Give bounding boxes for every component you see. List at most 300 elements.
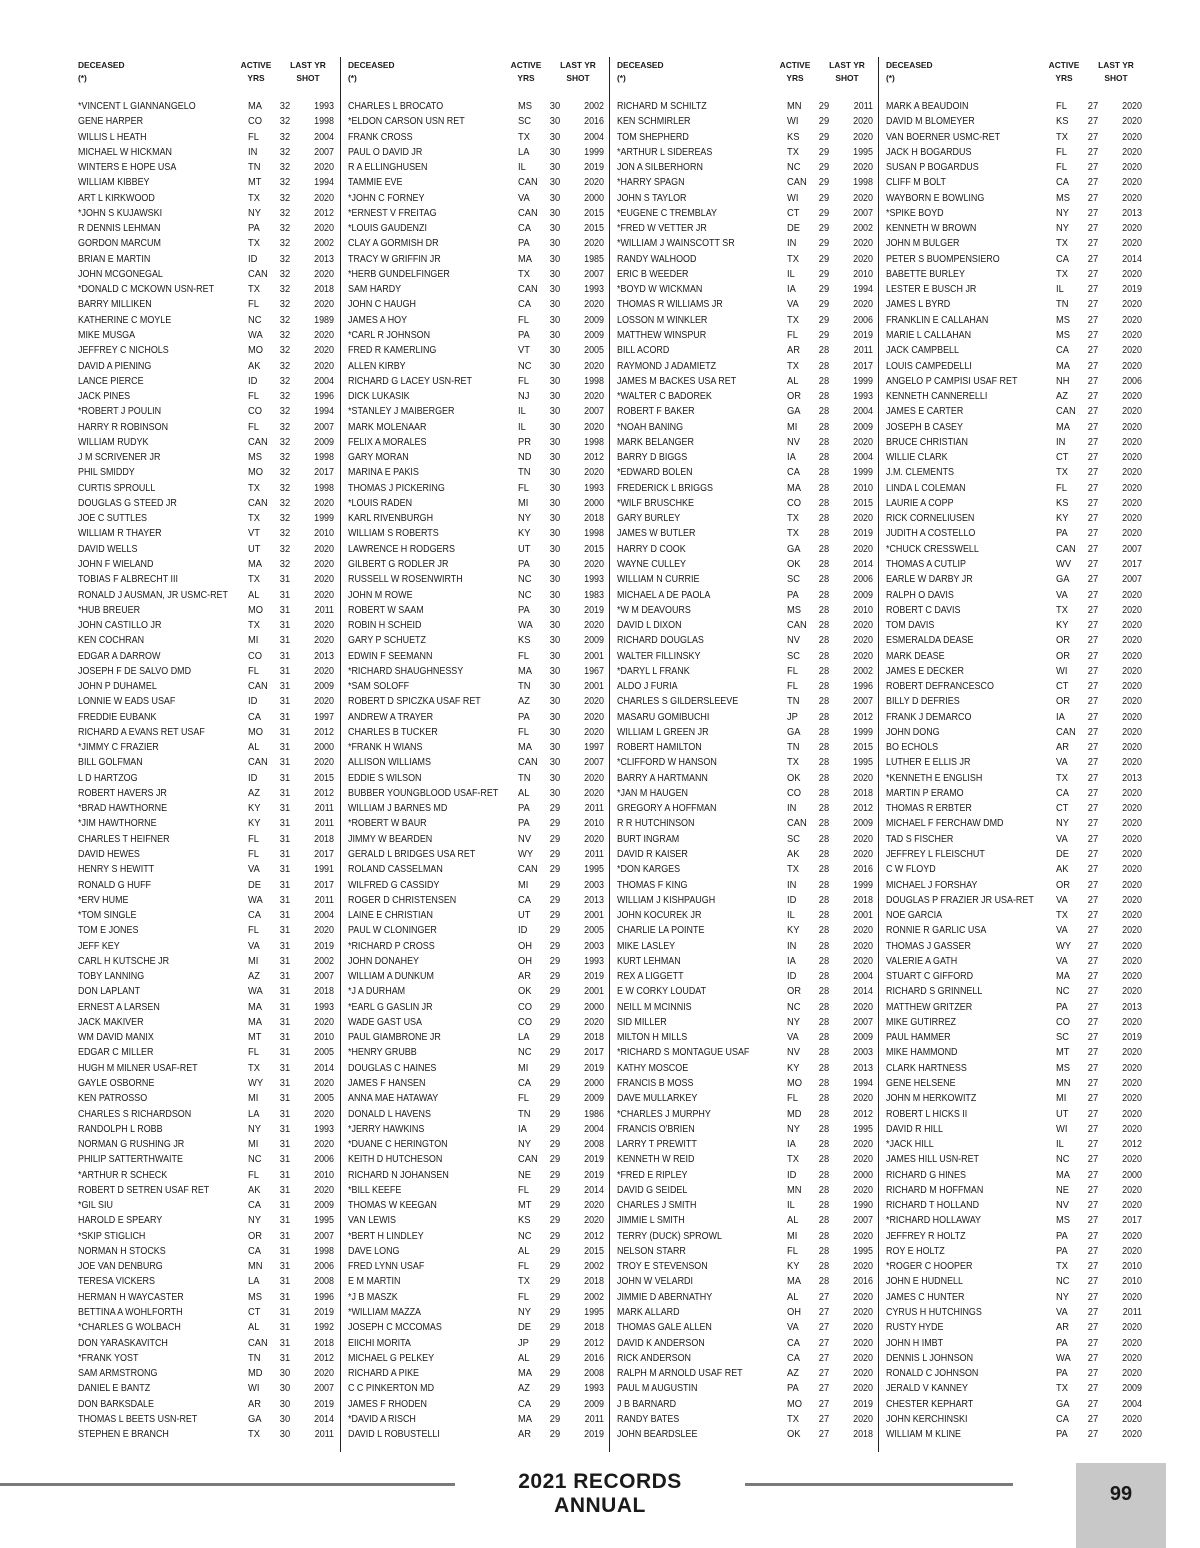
shooter-name: LANCE PIERCE [78,375,144,387]
record-row [886,1244,1148,1259]
shooter-name: JUDITH A COSTELLO [886,528,976,540]
last-year-shot: 2020 [314,543,334,555]
record-row [348,1183,610,1198]
shooter-name: *J B MASZK [348,1291,398,1303]
last-year-shot: 1993 [584,284,604,296]
record-row [886,328,1148,343]
active-years: 27 [1087,757,1099,769]
active-years: 30 [549,772,561,784]
record-row [617,496,879,511]
last-year-shot: 2020 [853,1337,873,1349]
record-row [617,1320,879,1335]
shooter-state: MA [518,742,533,754]
shooter-name: DANIEL E BANTZ [78,1383,151,1395]
record-row [78,99,340,114]
shooter-name: *DUANE C HERINGTON [348,1139,448,1151]
record-row [617,328,879,343]
shooter-state: MT [518,1200,532,1212]
last-year-shot: 2020 [1122,1245,1142,1257]
active-years: 27 [1087,1429,1099,1441]
shooter-name: DAVID HEWES [78,849,140,861]
last-year-shot: 1997 [314,711,334,723]
record-row [78,1137,340,1152]
shooter-name: JERALD V KANNEY [886,1383,968,1395]
record-row [78,1366,340,1381]
shooter-name: JEFFREY C NICHOLS [78,345,169,357]
active-years: 29 [549,1215,561,1227]
shooter-name: FRANK J DEMARCO [886,711,972,723]
record-row [78,542,340,557]
active-years: 28 [818,574,830,586]
record-row [886,1290,1148,1305]
active-years: 30 [549,757,561,769]
shooter-name: TAMMIE EVE [348,177,403,189]
active-years: 29 [549,1383,561,1395]
shooter-state: FL [518,726,529,738]
record-row [78,725,340,740]
last-year-shot: 2014 [1122,253,1142,265]
record-row [348,740,610,755]
shooter-name: THOMAS J PICKERING [348,482,445,494]
record-row [348,450,610,465]
active-years: 27 [1087,589,1099,601]
record-row [78,908,340,923]
shooter-state: CAN [518,1154,538,1166]
shooter-name: ALLISON WILLIAMS [348,757,431,769]
record-row [886,1320,1148,1335]
shooter-name: THOMAS W KEEGAN [348,1200,437,1212]
record-row [78,1397,340,1412]
shooter-state: CAN [518,177,538,189]
record-row [886,984,1148,999]
last-year-shot: 2020 [1122,864,1142,876]
active-years: 27 [1087,742,1099,754]
record-row [617,1061,879,1076]
record-row [886,588,1148,603]
column-4 [886,57,1148,1442]
shooter-state: TX [787,528,799,540]
active-years: 29 [549,1306,561,1318]
shooter-name: DON BARKSDALE [78,1398,154,1410]
shooter-name: ROBERT L HICKS II [886,1108,968,1120]
last-year-shot: 2017 [1122,1215,1142,1227]
shooter-state: TX [248,1429,260,1441]
active-years: 27 [1087,696,1099,708]
record-row [617,191,879,206]
shooter-state: NC [518,589,532,601]
record-row [78,145,340,160]
shooter-state: IL [518,406,526,418]
record-row [886,191,1148,206]
shooter-name: CARL H KUTSCHE JR [78,955,170,967]
last-year-shot: 1995 [853,757,873,769]
record-row [78,343,340,358]
last-year-shot: 1998 [584,436,604,448]
shooter-state: KS [518,1215,531,1227]
last-year-shot: 2015 [584,223,604,235]
active-years: 28 [818,711,830,723]
shooter-state: VA [518,192,530,204]
active-years: 28 [818,1184,830,1196]
shooter-name: RANDY WALHOOD [617,253,697,265]
record-row [886,1213,1148,1228]
shooter-name: MARTIN P ERAMO [886,787,964,799]
shooter-state: CA [518,1398,531,1410]
active-years: 30 [549,253,561,265]
last-year-shot: 2009 [584,1093,604,1105]
shooter-state: NC [248,1154,262,1166]
active-years: 28 [818,1001,830,1013]
record-row [78,374,340,389]
shooter-name: DAVID R HILL [886,1123,943,1135]
active-years: 31 [279,879,291,891]
record-row [617,114,879,129]
last-year-shot: 2008 [314,1276,334,1288]
last-year-shot: 2020 [1122,894,1142,906]
active-years: 27 [1087,329,1099,341]
active-years: 32 [279,513,291,525]
shooter-name: JAMES F RHODEN [348,1398,427,1410]
last-year-shot: 2016 [853,1276,873,1288]
shooter-name: JIMMIE D ABERNATHY [617,1291,713,1303]
record-row [78,771,340,786]
active-years: 28 [818,345,830,357]
shooter-state: OK [518,986,532,998]
last-year-shot: 2004 [314,375,334,387]
shooter-name: KENNETH W REID [617,1154,695,1166]
column-1 [78,57,340,1442]
record-row [348,252,610,267]
record-row [78,588,340,603]
last-year-shot: 2020 [1122,436,1142,448]
last-year-shot: 2020 [584,726,604,738]
shooter-name: *BERT H LINDLEY [348,1230,424,1242]
last-year-shot: 2011 [584,849,604,861]
active-years: 29 [549,955,561,967]
last-year-shot: 1994 [314,406,334,418]
active-years: 31 [279,1215,291,1227]
shooter-name: KEN SCHMIRLER [617,116,691,128]
header-deceased-mark: (*) [348,73,357,83]
shooter-name: RONNIE R GARLIC USA [886,925,987,937]
last-year-shot: 2013 [853,1062,873,1074]
shooter-state: MA [248,101,263,112]
active-years: 30 [549,543,561,555]
active-years: 30 [549,207,561,219]
active-years: 27 [1087,650,1099,662]
record-row [617,618,879,633]
last-year-shot: 2020 [314,574,334,586]
record-list [78,99,340,1442]
shooter-name: JAMES E DECKER [886,665,964,677]
shooter-name: *BOYD W WICKMAN [617,284,703,296]
record-row [886,267,1148,282]
record-row [886,832,1148,847]
shooter-name: *JOHN S KUJAWSKI [78,207,163,219]
record-row [617,1427,879,1442]
shooter-state: CA [518,299,531,311]
last-year-shot: 2020 [1122,101,1142,112]
last-year-shot: 2004 [314,131,334,143]
record-row [886,297,1148,312]
active-years: 31 [279,1276,291,1288]
record-row [617,435,879,450]
last-year-shot: 2014 [853,986,873,998]
shooter-name: *LOUIS RADEN [348,497,413,509]
active-years: 31 [279,772,291,784]
record-row [617,878,879,893]
shooter-name: DAVID K ANDERSON [617,1337,705,1349]
active-years: 31 [279,940,291,952]
shooter-state: CT [248,1306,261,1318]
record-row [348,1290,610,1305]
shooter-name: BILLY D DEFRIES [886,696,960,708]
active-years: 29 [549,1291,561,1303]
record-row [617,297,879,312]
shooter-state: CO [787,497,802,509]
last-year-shot: 1994 [853,284,873,296]
record-row [348,1030,610,1045]
shooter-name: STUART C GIFFORD [886,971,974,983]
last-year-shot: 2020 [314,329,334,341]
last-year-shot: 1996 [853,681,873,693]
record-row [886,1015,1148,1030]
last-year-shot: 1993 [314,1123,334,1135]
active-years: 31 [279,726,291,738]
active-years: 27 [1087,467,1099,479]
shooter-state: ND [518,452,532,464]
shooter-name: RICK CORNELIUSEN [886,513,975,525]
shooter-name: BABETTE BURLEY [886,268,965,280]
active-years: 31 [279,1154,291,1166]
last-year-shot: 2003 [584,940,604,952]
active-years: 30 [549,452,561,464]
shooter-name: DAVE LONG [348,1245,400,1257]
record-row [886,1229,1148,1244]
last-year-shot: 2020 [1122,1200,1142,1212]
active-years: 29 [818,116,830,128]
shooter-name: EIICHI MORITA [348,1337,411,1349]
last-year-shot: 2007 [314,146,334,158]
last-year-shot: 2020 [853,620,873,632]
shooter-state: NY [518,1139,531,1151]
active-years: 30 [279,1398,291,1410]
shooter-name: PHILIP SATTERTHWAITE [78,1154,183,1166]
active-years: 29 [549,1062,561,1074]
active-years: 28 [818,497,830,509]
shooter-name: THOMAS J GASSER [886,940,971,952]
shooter-name: LINDA L COLEMAN [886,482,966,494]
shooter-name: *BRAD HAWTHORNE [78,803,168,815]
shooter-state: MI [787,1230,798,1242]
shooter-name: JOE VAN DENBURG [78,1261,163,1273]
last-year-shot: 2009 [584,635,604,647]
header-yrs-label: YRS [517,73,535,83]
active-years: 31 [279,1139,291,1151]
last-year-shot: 2020 [1122,620,1142,632]
shooter-state: NC [1056,986,1070,998]
shooter-state: TX [1056,238,1068,250]
shooter-name: HAROLD E SPEARY [78,1215,163,1227]
shooter-state: MI [787,421,798,433]
active-years: 27 [1087,1261,1099,1273]
shooter-name: FRED R KAMERLING [348,345,437,357]
shooter-name: ROY E HOLTZ [886,1245,945,1257]
shooter-name: MICHAEL F FERCHAW DMD [886,818,1004,830]
active-years: 32 [279,345,291,357]
active-years: 28 [818,879,830,891]
last-year-shot: 2007 [584,268,604,280]
shooter-name: ROBERT HAVERS JR [78,787,167,799]
shooter-name: RONALD J AUSMAN, JR USMC-RET [78,589,228,601]
header-active-label: ACTIVE [1048,60,1080,70]
shooter-state: MO [787,1078,803,1089]
record-row [78,1290,340,1305]
active-years: 28 [818,360,830,372]
shooter-state: ID [518,925,528,937]
active-years: 31 [279,742,291,754]
last-year-shot: 2020 [853,1001,873,1013]
active-years: 31 [279,849,291,861]
active-years: 30 [549,360,561,372]
shooter-name: *HARRY SPAGN [617,177,685,189]
shooter-name: *JACK HILL [886,1139,934,1151]
last-year-shot: 2020 [1122,360,1142,372]
active-years: 30 [549,146,561,158]
active-years: 32 [279,116,291,128]
record-row [348,404,610,419]
last-year-shot: 2005 [584,345,604,357]
shooter-state: TX [787,146,799,158]
active-years: 32 [279,375,291,387]
shooter-name: *RICHARD P CROSS [348,940,435,952]
shooter-state: CO [787,787,802,799]
last-year-shot: 2020 [314,620,334,632]
shooter-state: AR [518,1429,531,1441]
shooter-name: SAM ARMSTRONG [78,1368,158,1380]
record-row [886,1412,1148,1427]
record-row [348,664,610,679]
last-year-shot: 2018 [584,1032,604,1044]
active-years: 32 [279,528,291,540]
shooter-state: IL [518,162,526,174]
last-year-shot: 2020 [314,665,334,677]
shooter-state: CA [1056,177,1069,189]
record-row [617,145,879,160]
record-row [617,1183,879,1198]
active-years: 27 [818,1398,830,1410]
shooter-state: TX [787,314,799,326]
shooter-name: ART L KIRKWOOD [78,192,155,204]
record-row [78,1076,340,1091]
last-year-shot: 2003 [853,1047,873,1059]
shooter-name: ESMERALDA DEASE [886,635,974,647]
shooter-state: MI [518,1062,529,1074]
shooter-name: WILLIAM J BARNES MD [348,803,448,815]
shooter-state: WI [248,1383,260,1395]
active-years: 30 [549,192,561,204]
active-years: 27 [1087,1413,1099,1425]
last-year-shot: 1995 [853,146,873,158]
shooter-state: SC [787,574,800,586]
shooter-name: ROBERT HAMILTON [617,742,702,754]
shooter-name: BURT INGRAM [617,833,680,845]
shooter-state: NE [1056,1184,1069,1196]
active-years: 31 [279,757,291,769]
record-row [886,1030,1148,1045]
record-row [617,649,879,664]
shooter-name: *RICHARD HOLLAWAY [886,1215,982,1227]
shooter-name: *EARL G GASLIN JR [348,1001,433,1013]
shooter-name: JOHN MCGONEGAL [78,268,163,280]
shooter-state: KS [787,131,800,143]
last-year-shot: 2020 [584,772,604,784]
record-row [348,1244,610,1259]
shooter-name: JEFFREY R HOLTZ [886,1230,966,1242]
shooter-name: JOHN DONG [886,726,940,738]
shooter-state: UT [518,543,531,555]
last-year-shot: 2017 [584,1047,604,1059]
active-years: 31 [279,1352,291,1364]
shooter-name: *SAM SOLOFF [348,681,410,693]
active-years: 27 [1087,1154,1099,1166]
shooter-name: E W CORKY LOUDAT [617,986,707,998]
shooter-name: KEN PATROSSO [78,1093,148,1105]
header-last-yr-label: LAST YR [560,60,596,70]
last-year-shot: 2009 [584,1398,604,1410]
active-years: 31 [279,1169,291,1181]
record-row [617,984,879,999]
record-row [78,328,340,343]
active-years: 27 [1087,1093,1099,1105]
last-year-shot: 1993 [584,955,604,967]
last-year-shot: 1993 [584,482,604,494]
shooter-state: TX [248,238,260,250]
record-row [348,282,610,297]
shooter-name: RALPH O DAVIS [886,589,954,601]
record-row [348,542,610,557]
shooter-name: MARK BELANGER [617,436,694,448]
shooter-state: NC [1056,1154,1070,1166]
record-row [617,1137,879,1152]
shooter-name: *DON KARGES [617,864,681,876]
record-row [78,1213,340,1228]
record-row [886,1107,1148,1122]
shooter-name: JOHN C HAUGH [348,299,417,311]
shooter-state: IN [1056,436,1066,448]
active-years: 29 [549,1169,561,1181]
record-row [348,160,610,175]
shooter-state: VT [518,345,530,357]
header-active [238,59,274,85]
record-row [348,786,610,801]
shooter-state: IA [518,1123,527,1135]
shooter-state: KS [1056,497,1069,509]
header-deceased-label: DECEASED [617,60,664,70]
record-row [348,816,610,831]
shooter-state: MA [1056,971,1071,983]
shooter-state: NV [518,833,531,845]
record-row [78,1168,340,1183]
shooter-name: GENE HELSENE [886,1078,956,1089]
shooter-state: CO [248,650,263,662]
shooter-state: ID [787,1169,797,1181]
footer-rule-right [745,1483,1013,1486]
active-years: 29 [549,1322,561,1334]
active-years: 29 [549,986,561,998]
last-year-shot: 2006 [314,1261,334,1273]
shooter-state: CO [248,406,263,418]
